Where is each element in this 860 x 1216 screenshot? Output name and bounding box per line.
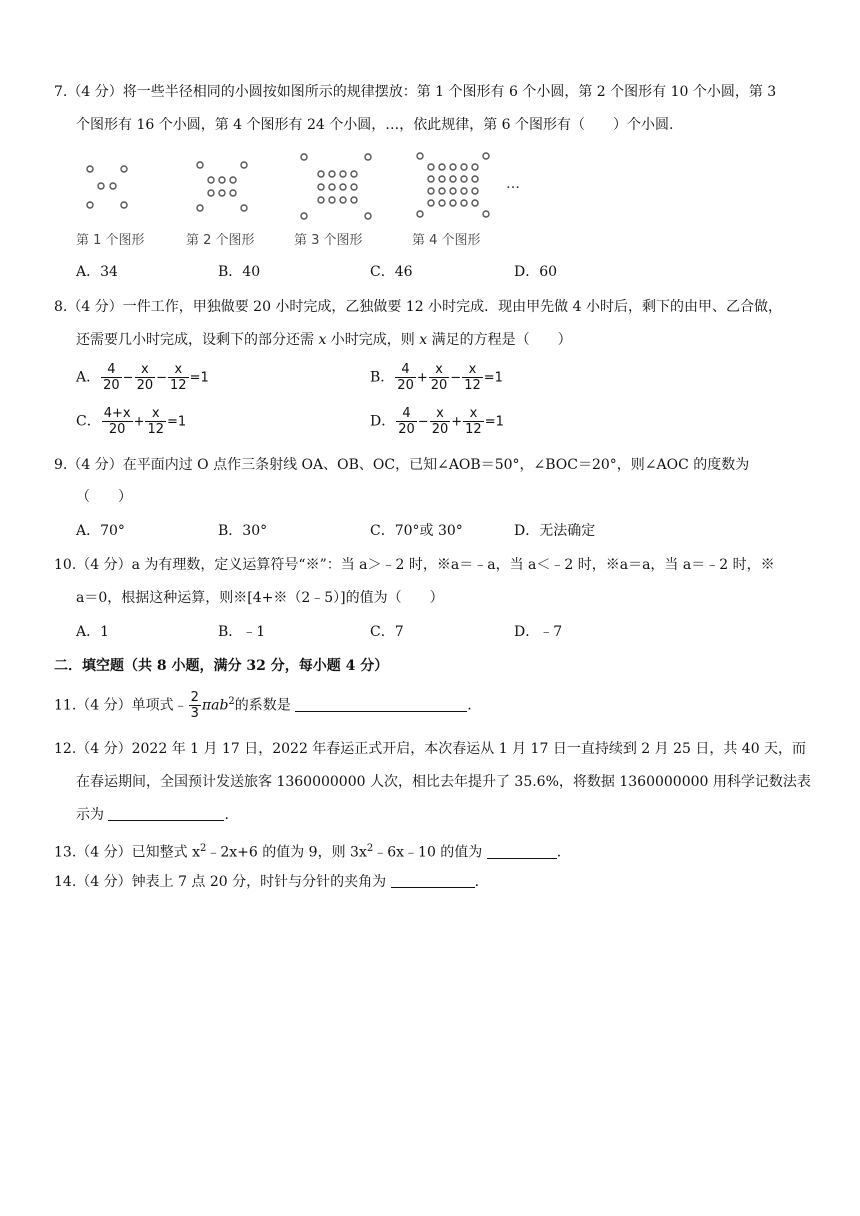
q8-option-d: D． $\frac{4}{20}$ − $\frac{x}{20}$ + $\frac{x}{12}$ =1 bbox=[370, 406, 504, 437]
answer-blank bbox=[487, 843, 557, 859]
fraction: $\frac{x}{12}$ bbox=[464, 362, 481, 393]
fraction: $\frac{4}{20}$ bbox=[397, 362, 414, 393]
q7-figure-4 bbox=[414, 150, 492, 220]
q7-line1: 7.（4 分）将一些半径相同的小圆按如图所示的规律摆放：第 1 个图形有 6 个小圆，第 2 个图形有 10 个小圆，第 3 bbox=[54, 84, 777, 100]
q12-line3: 示为 . bbox=[76, 807, 229, 823]
q7-figure-3-caption: 第 3 个图形 bbox=[294, 233, 363, 248]
fraction: $\frac{x}{20}$ bbox=[431, 406, 449, 437]
answer-blank bbox=[391, 872, 475, 888]
fraction: $\frac{x}{20}$ bbox=[136, 362, 154, 393]
q8-option-c: C． $\frac{4+x}{20}$ + $\frac{x}{12}$ =1 bbox=[76, 406, 187, 437]
q10-line1: 10.（4 分）a 为有理数，定义运算符号“※”：当 a＞﹣2 时，※a＝﹣a，当 a＜﹣2 时，※a＝a，当 a＝﹣2 时，※ bbox=[54, 557, 775, 573]
q9-option-b: B．30° bbox=[218, 523, 268, 539]
q7-figure-2-caption: 第 2 个图形 bbox=[186, 233, 255, 248]
q7-figure-2 bbox=[194, 150, 254, 212]
fraction: $\frac{x}{20}$ bbox=[430, 362, 448, 393]
q7-option-c: C．46 bbox=[370, 264, 413, 280]
q8-option-a: A． $\frac{4}{20}$ − $\frac{x}{20}$ − $\frac{x}{12}$ =1 bbox=[76, 362, 209, 393]
q9-option-c: C．70°或 30° bbox=[370, 523, 463, 539]
answer-blank bbox=[108, 805, 224, 821]
q12-line1: 12.（4 分）2022 年 1 月 17 日，2022 年春运正式开启，本次春运从 1 月 17 日一直持续到 2 月 25 日，共 40 天，而 bbox=[54, 741, 807, 757]
q9-line1: 9.（4 分）在平面内过 O 点作三条射线 OA、OB、OC，已知∠AOB＝50°，∠BOC＝20°，则∠AOC 的度数为 bbox=[54, 457, 750, 473]
q9-option-a: A．70° bbox=[76, 523, 125, 539]
q7-figure-3 bbox=[298, 150, 374, 220]
q8-option-b: B． $\frac{4}{20}$ + $\frac{x}{20}$ − $\frac{x}{12}$ =1 bbox=[370, 362, 503, 393]
q7-option-b: B．40 bbox=[218, 264, 261, 280]
q13-line: 13.（4 分）已知整式 $x^2﹣2x+6$ 的值为 9，则 $3x^2﹣6x﹣10$ 的值为 . bbox=[54, 843, 562, 861]
q10-line2: a＝0，根据这种运算，则※[4+※（2﹣5）]的值为（ ） bbox=[76, 590, 444, 606]
fraction: $\frac{2}{3}$ bbox=[190, 690, 199, 721]
answer-blank bbox=[295, 696, 467, 712]
section-title: 二．填空题（共 8 小题，满分 32 分，每小题 4 分） bbox=[54, 658, 389, 674]
q8-line2: 还需要几小时完成，设剩下的部分还需 x 小时完成，则 x 满足的方程是（ ） bbox=[76, 332, 572, 348]
q7-figure-1 bbox=[84, 150, 134, 210]
q7-figure-4-caption: 第 4 个图形 bbox=[412, 233, 481, 248]
q10-option-b: B．﹣1 bbox=[218, 624, 266, 640]
q10-option-c: C．7 bbox=[370, 624, 404, 640]
q7-option-a: A．34 bbox=[76, 264, 118, 280]
q14-line: 14.（4 分）钟表上 7 点 20 分，时针与分针的夹角为 . bbox=[54, 874, 480, 890]
q12-line2: 在春运期间，全国预计发送旅客 1360000000 人次，相比去年提升了 35.6%，将数据 1360000000 用科学记数法表 bbox=[76, 774, 811, 790]
q10-option-d: D．﹣7 bbox=[514, 624, 563, 640]
q7-line2: 个图形有 16 个小圆，第 4 个图形有 24 个小圆，…，依此规律，第 6 个图形有（ ）个小圆. bbox=[76, 117, 674, 133]
q8-line1: 8.（4 分）一件工作，甲独做要 20 小时完成，乙独做要 12 小时完成．现由甲先做 4 小时后，剩下的由甲、乙合做， bbox=[54, 299, 782, 315]
q7-ellipsis: … bbox=[506, 176, 520, 192]
fraction: $\frac{x}{12}$ bbox=[147, 406, 165, 437]
fraction: $\frac{x}{12}$ bbox=[170, 362, 187, 393]
q10-option-a: A．1 bbox=[76, 624, 110, 640]
q7-option-d: D．60 bbox=[514, 264, 558, 280]
fraction: $\frac{4}{20}$ bbox=[103, 362, 120, 393]
q9-option-d: D．无法确定 bbox=[514, 523, 596, 539]
fraction: $\frac{4+x}{20}$ bbox=[103, 406, 131, 437]
fraction: $\frac{x}{12}$ bbox=[465, 406, 482, 437]
q7-figure-1-caption: 第 1 个图形 bbox=[76, 233, 145, 248]
q11-line: 11.（4 分）单项式﹣ $\frac{2}{3}$ πab$^2$的系数是 . bbox=[54, 690, 472, 721]
q9-line2: （ ） bbox=[76, 489, 132, 505]
fraction: $\frac{4}{20}$ bbox=[398, 406, 415, 437]
